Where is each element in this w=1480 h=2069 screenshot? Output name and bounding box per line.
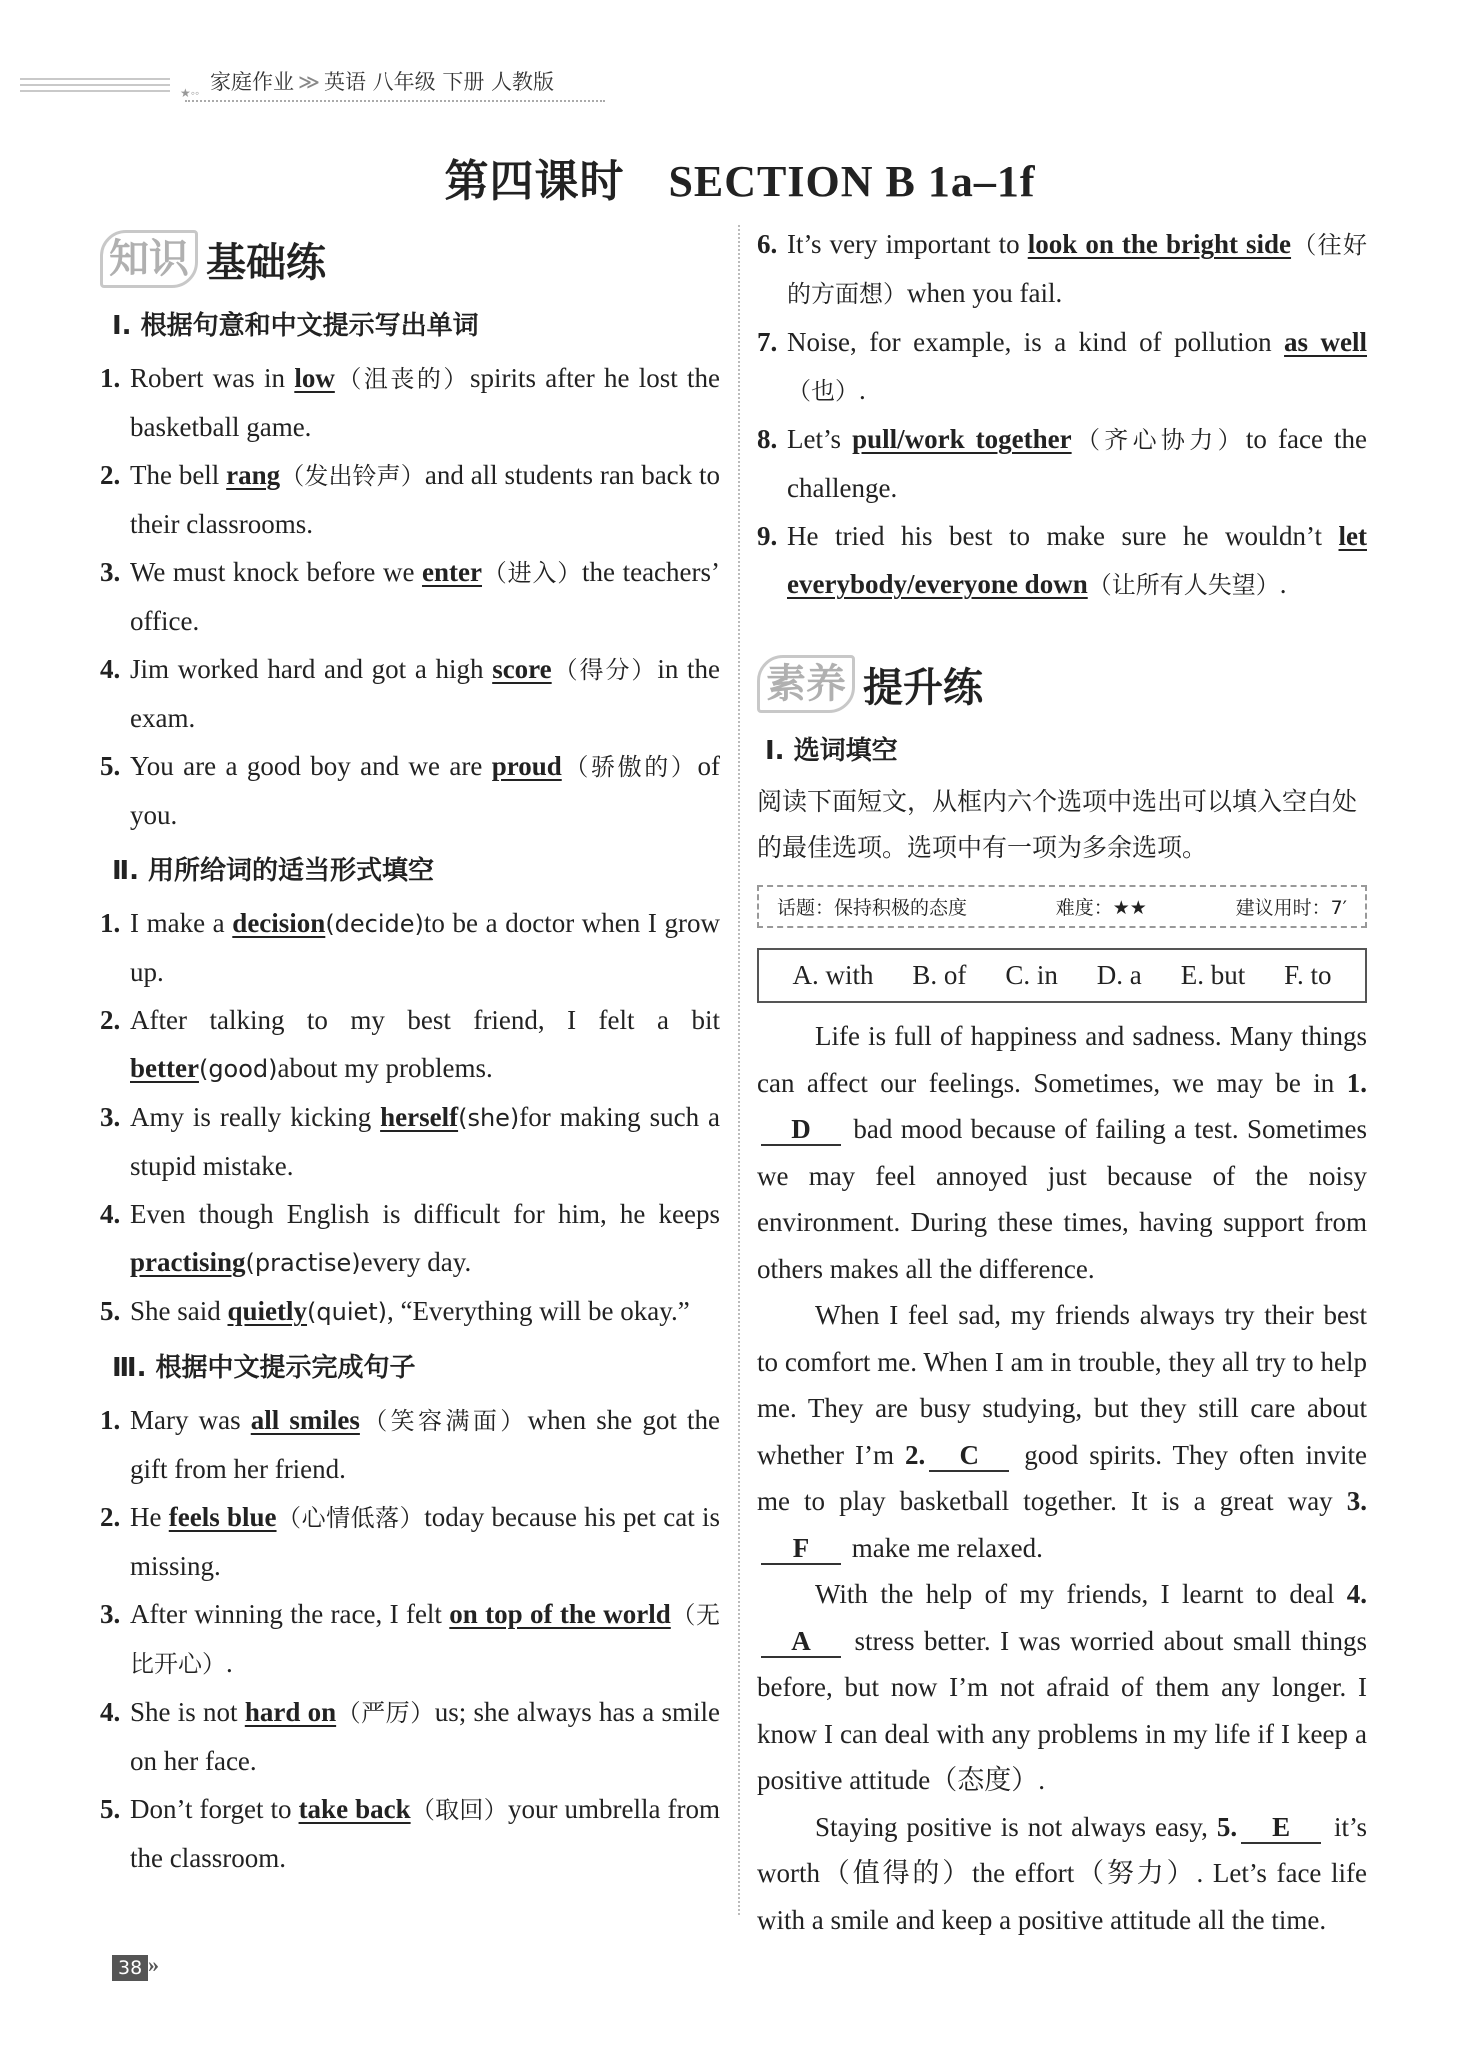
answer-blank: E: [1241, 1812, 1321, 1844]
exercise-continuation: [757, 220, 1367, 609]
item-hint: （取回）: [410, 1796, 508, 1824]
header-dotted-line: [185, 100, 605, 102]
item-answer: rang: [226, 460, 281, 490]
item-hint: (quiet): [307, 1298, 388, 1326]
item-answer: quietly: [227, 1296, 308, 1326]
option-item: E. but: [1180, 960, 1246, 990]
item-answer: as well: [1284, 327, 1367, 357]
item-number: 1.: [100, 363, 121, 393]
header-stripes: [20, 78, 170, 98]
header-star-icon: ★◦◦: [180, 86, 200, 100]
item-hint: （无比开心）: [130, 1601, 720, 1678]
item-answer: take back: [298, 1794, 411, 1824]
item-answer: look on the bright side: [1027, 229, 1292, 259]
options-box: [757, 948, 1367, 1003]
item-answer: herself: [380, 1102, 459, 1132]
time-label: 建议用时：7′: [1235, 897, 1347, 919]
item-text: today because his pet cat is missing.: [130, 1502, 720, 1581]
item-number: 3.: [100, 1102, 121, 1132]
grade-name: 八年级: [372, 70, 436, 94]
item-answer: pull/work together: [852, 424, 1072, 454]
item-text: about my problems.: [277, 1053, 493, 1083]
item-answer: on top of the world: [449, 1599, 671, 1629]
left-column: [100, 220, 720, 1882]
item-number: 2.: [100, 1502, 121, 1532]
item-text: After winning the race, I felt: [130, 1599, 450, 1629]
section-heading-advanced: [757, 655, 1367, 713]
exercise-item: [757, 220, 1367, 318]
item-text: spirits after he lost the basketball game.: [130, 363, 721, 442]
item-hint: （让所有人失望）: [1087, 571, 1280, 599]
item-number: 5.: [100, 751, 121, 781]
exercise-item: [100, 1287, 720, 1336]
item-answer: score: [492, 654, 552, 684]
item-text: and all students ran back to their classrooms.: [130, 460, 721, 539]
item-hint: （骄傲的）: [561, 753, 698, 781]
item-answer: let everybody/everyone down: [787, 521, 1367, 599]
item-number: 4.: [100, 1199, 121, 1229]
item-number: 6.: [757, 229, 778, 259]
item-text: Jim worked hard and got a high: [130, 654, 493, 684]
item-text: Mary was: [130, 1405, 251, 1435]
chevron-right-icon: ≫: [298, 70, 320, 94]
section-art-label: 知识: [100, 230, 198, 288]
item-text: Robert was in: [130, 363, 295, 393]
item-number: 7.: [757, 327, 778, 357]
item-text: your umbrella from the classroom.: [130, 1794, 720, 1873]
item-text: for making such a stupid mistake.: [130, 1102, 720, 1181]
item-answer: proud: [491, 751, 562, 781]
item-hint: （严厉）: [336, 1699, 435, 1727]
item-text: the teachers’ office.: [130, 557, 721, 636]
item-text: Even though English is difficult for him, he keeps: [130, 1199, 720, 1229]
option-item: B. of: [912, 960, 967, 990]
section-name: 基础练: [206, 239, 326, 286]
item-hint: （往好的方面想）: [787, 231, 1367, 308]
lesson-title-cn: 第四课时: [444, 156, 625, 207]
item-number: 5.: [100, 1794, 121, 1824]
next-arrow-icon: »: [148, 1952, 159, 1977]
exercise-item: [100, 1396, 720, 1493]
part-title: Ⅰ. 根据句意和中文提示写出单词: [112, 311, 479, 341]
item-text: She said: [130, 1296, 228, 1326]
item-hint: (she): [458, 1104, 520, 1132]
exercise-item: [100, 1493, 720, 1590]
part-title: Ⅱ. 用所给词的适当形式填空: [112, 856, 435, 886]
item-text: We must knock before we: [130, 557, 423, 587]
page-number: 38: [112, 1955, 148, 1981]
item-text: You are a good boy and we are: [130, 751, 492, 781]
exercise-parts: [100, 304, 720, 1882]
option-item: C. in: [1005, 960, 1058, 990]
item-number: 4.: [100, 1697, 121, 1727]
exercise-item: [100, 996, 720, 1093]
item-text: She is not: [130, 1697, 245, 1727]
exercise-item: [100, 1093, 720, 1190]
volume-name: 下册: [442, 70, 485, 94]
topic-label: 话题：保持积极的态度: [777, 897, 968, 919]
answer-blank: C: [929, 1440, 1009, 1472]
item-text: .: [859, 375, 866, 405]
page-header: [20, 60, 640, 108]
item-text: to be a doctor when I grow up.: [130, 908, 720, 987]
item-number: 2.: [100, 1005, 121, 1035]
item-text: to face the challenge.: [787, 424, 1367, 503]
item-hint: （进入）: [482, 559, 583, 587]
item-answer: practising: [130, 1247, 246, 1277]
item-hint: （心情低落）: [276, 1504, 425, 1532]
item-text: Noise, for example, is a kind of pollution: [787, 327, 1285, 357]
item-text: every day.: [360, 1247, 472, 1277]
item-text: He tried his best to make sure he wouldn’t: [787, 521, 1339, 551]
item-text: in the exam.: [130, 654, 720, 733]
part-title: Ⅰ. 选词填空: [765, 736, 898, 766]
item-hint: （发出铃声）: [280, 462, 425, 490]
item-answer: low: [294, 363, 335, 393]
instructions: 阅读下面短文，从框内六个选项中选出可以填入空白处的最佳选项。选项中有一项为多余选项。: [757, 787, 1358, 862]
item-text: when she got the gift from her friend.: [130, 1405, 720, 1484]
item-text: us; she always has a smile on her face.: [130, 1697, 720, 1776]
item-answer: feels blue: [168, 1502, 277, 1532]
item-number: 8.: [757, 424, 778, 454]
exercise-item: [100, 899, 720, 996]
item-text: He: [130, 1502, 169, 1532]
item-number: 5.: [100, 1296, 121, 1326]
item-text: Let’s: [787, 424, 853, 454]
item-hint: （沮丧的）: [334, 365, 470, 393]
exercise-item: [100, 645, 720, 742]
part-title: Ⅲ. 根据中文提示完成句子: [112, 1353, 416, 1383]
item-text: Amy is really kicking: [130, 1102, 381, 1132]
column-divider: [738, 225, 740, 1915]
option-item: A. with: [792, 960, 874, 990]
option-item: D. a: [1096, 960, 1142, 990]
exercise-item: [100, 742, 720, 839]
right-column: [757, 220, 1367, 1943]
item-number: 3.: [100, 1599, 121, 1629]
exercise-item: [100, 548, 720, 645]
item-text: Don’t forget to: [130, 1794, 299, 1824]
page-title: [0, 145, 1480, 209]
item-text: of you.: [130, 751, 720, 830]
lesson-title-en: SECTION B 1a–1f: [668, 157, 1036, 206]
item-answer: decision: [232, 908, 326, 938]
section-art-label: 素养: [757, 655, 855, 713]
difficulty-label: 难度：★★: [1055, 897, 1147, 919]
passage-paragraph: Staying positive is not always easy, 5. E it’s worth（值得的）the effort（努力）. Let’s face life with a smile and keep a positive attitude all the time.: [757, 1811, 1367, 1935]
exercise-item: [100, 1785, 720, 1882]
item-text: , “Everything will be okay.”: [387, 1296, 690, 1326]
item-hint: （得分）: [551, 656, 658, 684]
exercise-item: [757, 415, 1367, 512]
item-text: when you fail.: [907, 278, 1063, 308]
answer-blank: D: [761, 1114, 841, 1146]
subject-name: 英语: [323, 70, 366, 94]
book-name: 家庭作业: [210, 70, 294, 94]
item-number: 2.: [100, 460, 121, 490]
item-answer: better: [130, 1053, 199, 1083]
item-text: After talking to my best friend, I felt a bit: [130, 1005, 720, 1035]
exercise-item: [100, 1590, 720, 1688]
exercise-meta-box: [757, 885, 1367, 928]
exercise-item: [757, 512, 1367, 609]
passage-paragraph: When I feel sad, my friends always try their best to comfort me. When I am in trouble, they all try to help me. They are busy studying, but they still care about whether I’m 2. C good spirits. They often invite me to play basketball together. It is a great way 3.F make me relaxed.: [757, 1300, 1367, 1563]
item-text: The bell: [130, 460, 227, 490]
item-hint: （齐心协力）: [1071, 426, 1246, 454]
item-answer: all smiles: [250, 1405, 360, 1435]
edition-name: 人教版: [491, 70, 555, 94]
answer-blank: F: [761, 1533, 841, 1565]
exercise-item: [100, 354, 720, 451]
section-name: 提升练: [863, 664, 983, 711]
item-text: .: [226, 1648, 233, 1678]
item-hint: (practise): [245, 1249, 361, 1277]
item-hint: （也）: [787, 377, 859, 405]
exercise-item: [757, 318, 1367, 415]
item-answer: hard on: [244, 1697, 337, 1727]
item-number: 3.: [100, 557, 121, 587]
passage-paragraph: With the help of my friends, I learnt to deal 4.A stress better. I was worried about small things before, but now I’m not afraid of them any longer. I know I can deal with any problems in my life if I keep a positive attitude（态度）.: [757, 1579, 1367, 1795]
item-text: I make a: [130, 908, 233, 938]
item-answer: enter: [422, 557, 482, 587]
item-number: 9.: [757, 521, 778, 551]
item-hint: (decide): [325, 910, 424, 938]
item-hint: （笑容满面）: [359, 1407, 528, 1435]
item-number: 1.: [100, 908, 121, 938]
exercise-item: [100, 1190, 720, 1287]
exercise-item: [100, 451, 720, 548]
passage-paragraph: Life is full of happiness and sadness. Many things can affect our feelings. Sometimes, we may be in 1.D bad mood because of failing a test. Sometimes we may feel annoyed just because of the noisy environment. During these times, having support from others makes all the difference.: [757, 1021, 1367, 1284]
item-text: .: [1279, 569, 1287, 599]
item-text: It’s very important to: [787, 229, 1028, 259]
option-item: F. to: [1284, 960, 1332, 990]
item-number: 1.: [100, 1405, 121, 1435]
item-hint: (good): [198, 1055, 278, 1083]
section-heading-basic: [100, 230, 720, 288]
item-number: 4.: [100, 654, 121, 684]
breadcrumb: [210, 66, 554, 96]
answer-blank: A: [761, 1626, 841, 1658]
exercise-item: [100, 1688, 720, 1785]
